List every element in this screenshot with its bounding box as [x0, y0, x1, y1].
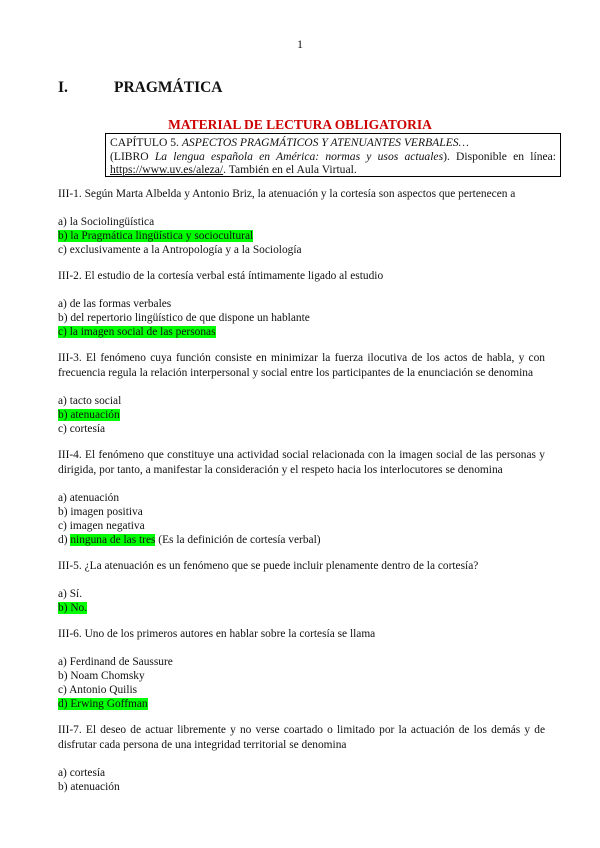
- option-text-correct: b) la Pragmática lingüística y sociocultural: [58, 230, 254, 242]
- option-text: b) del repertorio lingüístico de que dispone un hablante: [58, 312, 310, 324]
- option: [58, 325, 545, 339]
- book-prefix: (LIBRO: [110, 149, 155, 163]
- option-list: [58, 587, 545, 615]
- option-list: [58, 215, 545, 257]
- option: [58, 422, 545, 436]
- option-list: [58, 766, 545, 794]
- question-text: III-3. El fenómeno cuya función consiste en minimizar la fuerza ilocutiva de los actos de habla, y con frecuencia regula la relación interpersonal y social entre los participantes de la enunciación se denomina: [58, 352, 545, 379]
- option-text: c) exclusivamente a la Antropología y a la Sociología: [58, 244, 302, 256]
- chapter-title: ASPECTOS PRAGMÁTICOS Y ATENUANTES VERBALES…: [181, 136, 469, 149]
- option-text: a) de las formas verbales: [58, 298, 172, 310]
- option: [58, 505, 545, 519]
- option-text: c) imagen negativa: [58, 520, 145, 532]
- option-text: c) Antonio Quilis: [58, 684, 138, 696]
- option-text-correct: b) atenuación: [58, 409, 120, 421]
- option: [58, 311, 545, 325]
- option: [58, 533, 545, 547]
- option: [58, 601, 545, 615]
- question-group: [58, 627, 545, 711]
- option: [58, 297, 545, 311]
- option-list: [58, 394, 545, 436]
- option: [58, 655, 545, 669]
- option: [58, 243, 545, 257]
- book-suffix: ). Disponible en línea:: [443, 149, 556, 163]
- option-text: b) Noam Chomsky: [58, 670, 145, 682]
- option: [58, 408, 545, 422]
- reading-title: MATERIAL DE LECTURA OBLIGATORIA: [168, 117, 432, 132]
- option: [58, 780, 545, 794]
- option-text: a) la Sociolingüística: [58, 216, 155, 228]
- option: [58, 766, 545, 780]
- after-url-text: . También en el Aula Virtual.: [223, 163, 357, 177]
- option-text: a) atenuación: [58, 492, 120, 504]
- option-text-correct: ninguna de las tres: [70, 534, 156, 546]
- option: [58, 669, 545, 683]
- reading-link[interactable]: https://www.uv.es/aleza/: [110, 163, 224, 177]
- chapter-prefix: CAPÍTULO 5.: [110, 136, 182, 149]
- question-group: [58, 269, 545, 339]
- option: [58, 491, 545, 505]
- page-number: 1: [297, 37, 303, 51]
- url-line: [110, 163, 556, 177]
- option-list: [58, 491, 545, 547]
- section-number: I.: [58, 79, 68, 96]
- option: [58, 229, 545, 243]
- option-prefix: d): [58, 534, 71, 546]
- option-note: (Es la definición de cortesía verbal): [155, 534, 321, 546]
- question-text: III-4. El fenómeno que constituye una actividad social relacionada con la imagen social de las personas y dirigida, por tanto, a manifestar la consideración y el respeto hacia los interlocutores se denomina: [58, 449, 545, 476]
- section-title: PRAGMÁTICA: [114, 79, 223, 96]
- question-group: [58, 723, 545, 794]
- question-group: [58, 187, 545, 257]
- option-text: a) Sí.: [58, 588, 83, 600]
- question-text: III-5. ¿La atenuación es un fenómeno que se puede incluir plenamente dentro de la cortesía?: [58, 560, 479, 572]
- option-text: b) imagen positiva: [58, 506, 143, 518]
- option: [58, 587, 545, 601]
- option-text-correct: d) Erwing Goffman: [58, 698, 148, 710]
- question-text: III-6. Uno de los primeros autores en hablar sobre la cortesía se llama: [58, 628, 376, 640]
- book-title: La lengua española en América: normas y usos actuales: [154, 149, 444, 163]
- section-heading: [58, 79, 223, 97]
- question-text: III-7. El deseo de actuar libremente y no verse coartado o limitado por la actuación de los demás y de disfrutar cada persona de una integridad territorial se denomina: [58, 724, 545, 751]
- option-text: a) Ferdinand de Saussure: [58, 656, 173, 668]
- book-line: [110, 150, 556, 164]
- reading-box: [105, 133, 561, 177]
- option-text: a) tacto social: [58, 395, 122, 407]
- option-text: c) cortesía: [58, 423, 106, 435]
- question-text: III-2. El estudio de la cortesía verbal está íntimamente ligado al estudio: [58, 270, 384, 282]
- option: [58, 697, 545, 711]
- questions: [58, 187, 545, 806]
- option: [58, 519, 545, 533]
- option: [58, 394, 545, 408]
- question-group: [58, 448, 545, 547]
- question-group: [58, 351, 545, 436]
- option-list: [58, 297, 545, 339]
- option-text-correct: c) la imagen social de las personas: [58, 326, 216, 338]
- question-text: III-1. Según Marta Albelda y Antonio Briz, la atenuación y la cortesía son aspectos que pertenecen a: [58, 188, 516, 200]
- option-text: b) atenuación: [58, 781, 120, 793]
- option: [58, 215, 545, 229]
- option-text: a) cortesía: [58, 767, 106, 779]
- option-text-correct: b) No.: [58, 602, 88, 614]
- option: [58, 683, 545, 697]
- option-list: [58, 655, 545, 711]
- question-group: [58, 559, 545, 615]
- chapter-line: [110, 136, 556, 150]
